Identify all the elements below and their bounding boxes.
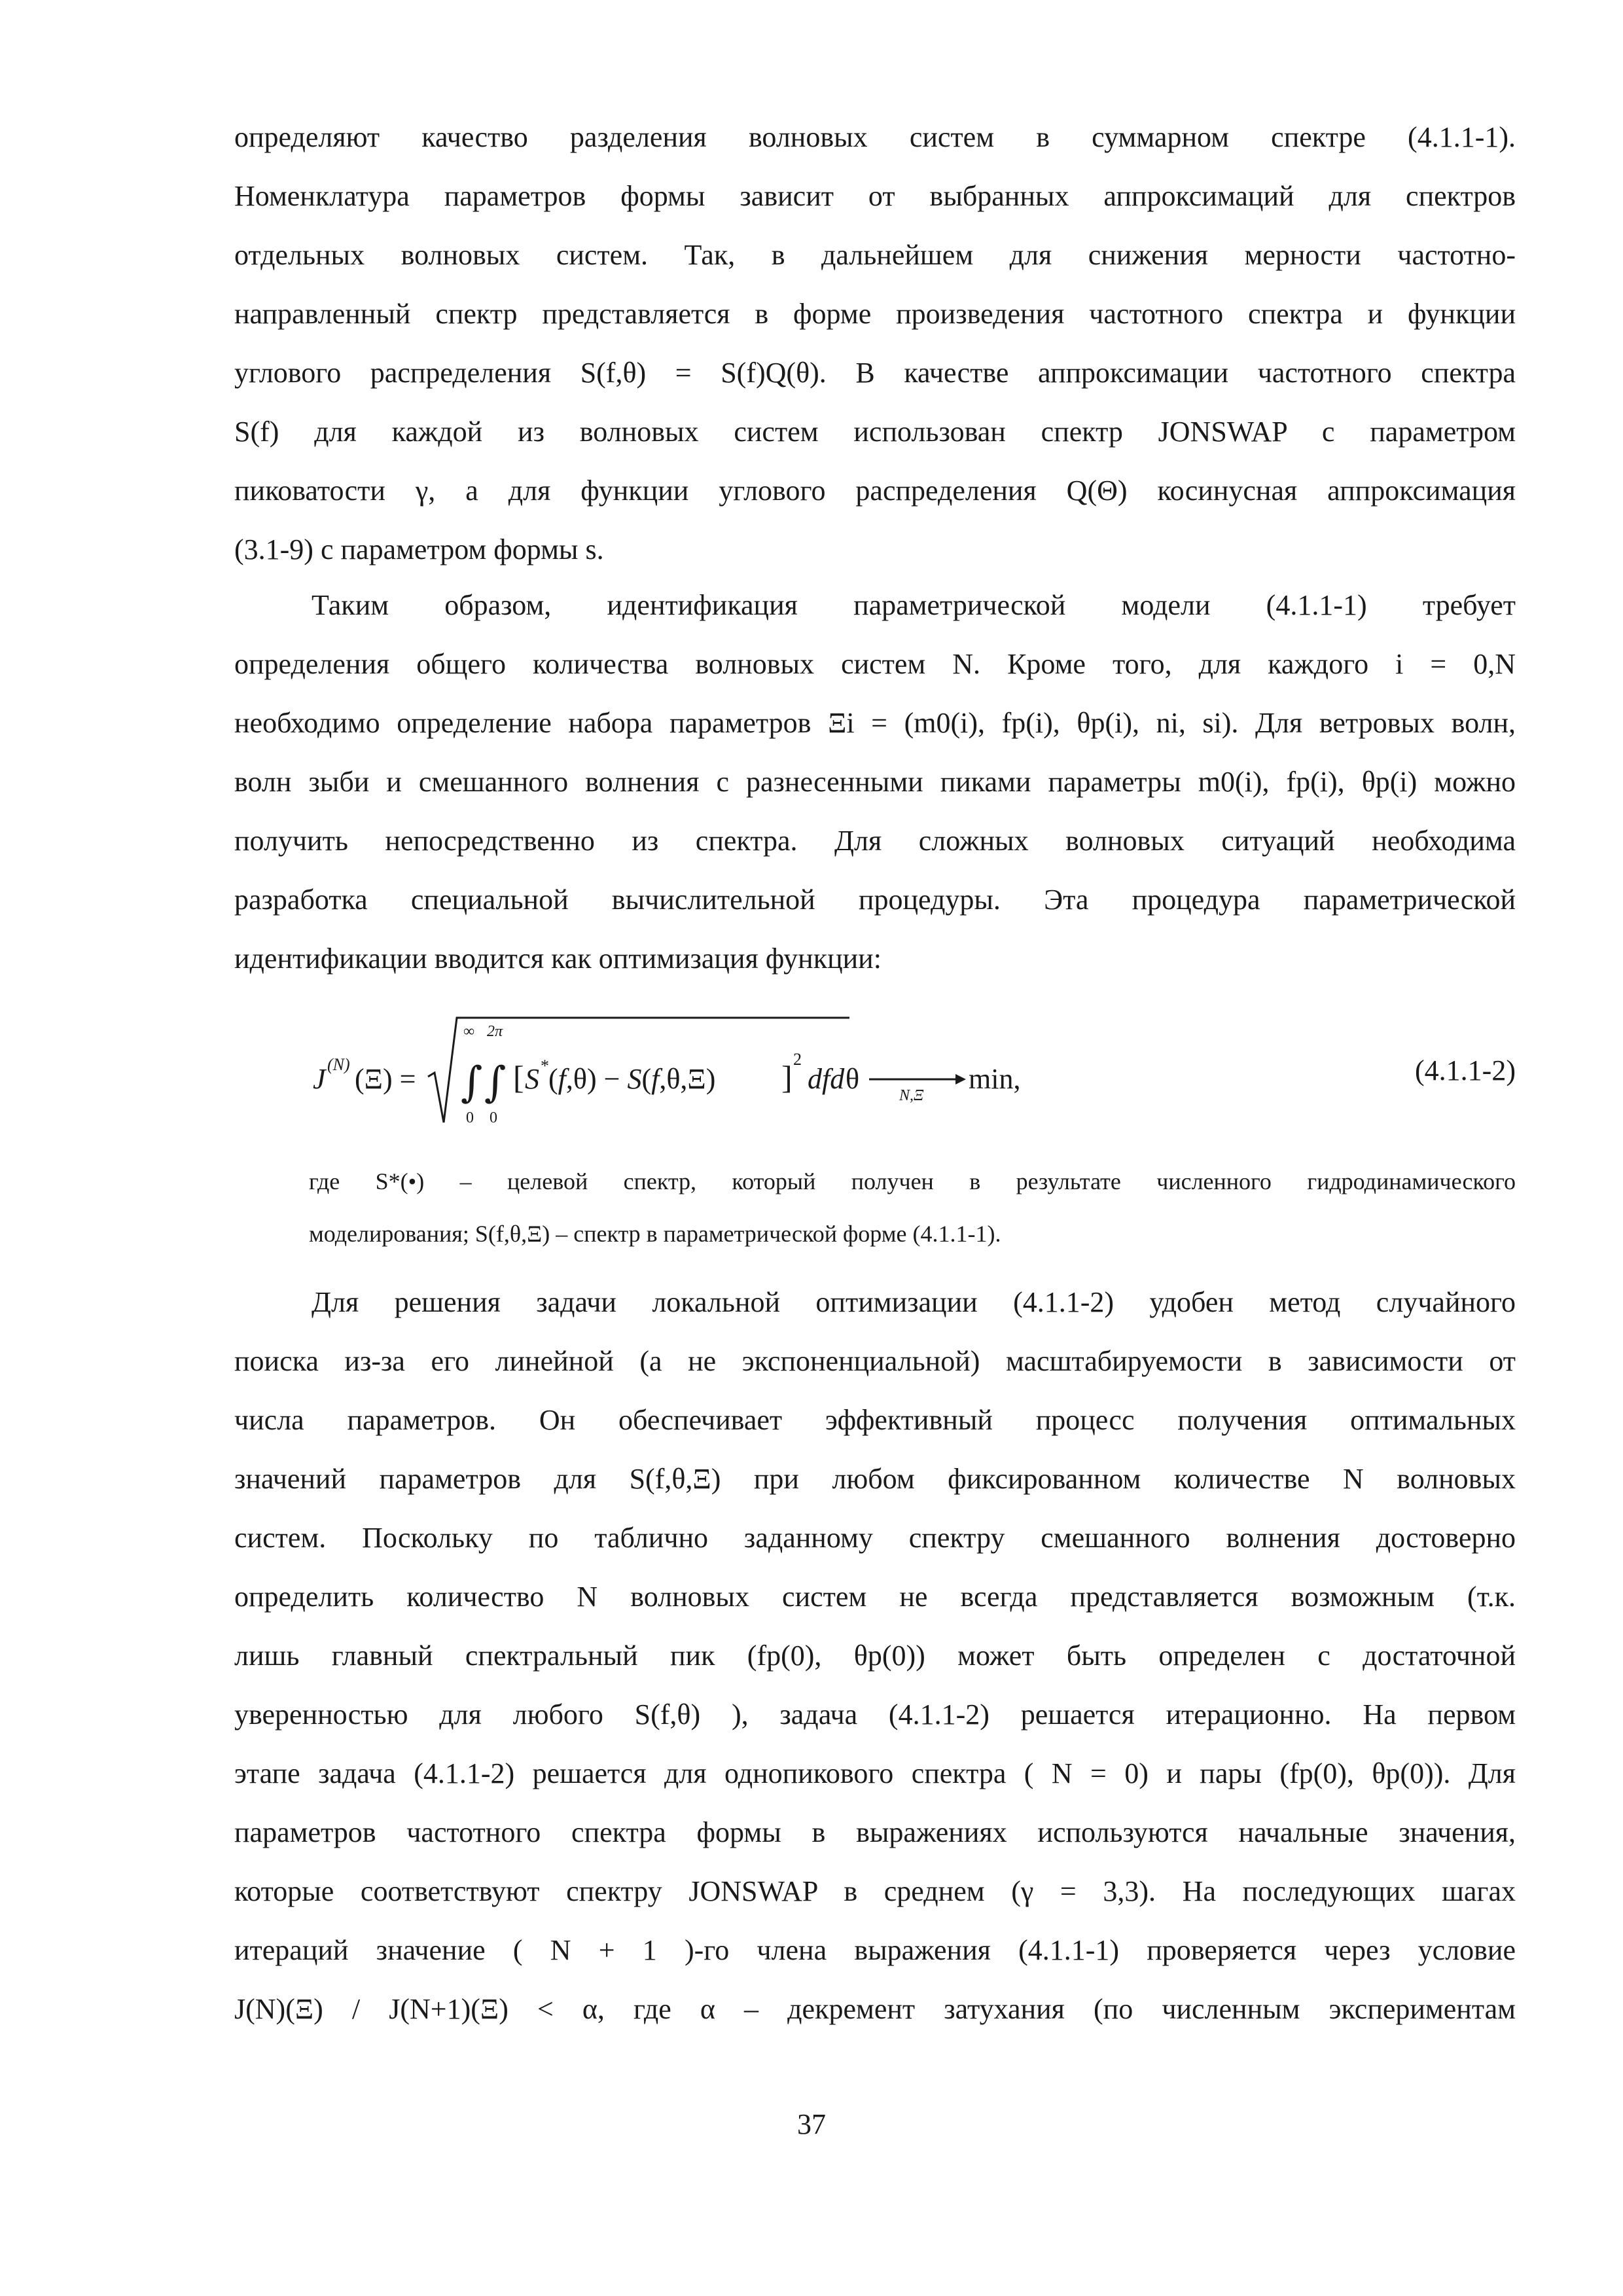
paragraph-1 bbox=[234, 108, 1516, 579]
svg-text:0: 0 bbox=[490, 1109, 497, 1126]
text-line: Номенклатура параметров формы зависит от выбранных аппроксимаций для спектров bbox=[234, 180, 1516, 212]
svg-text:θ: θ bbox=[846, 1063, 860, 1095]
text-line: итераций значение ( N + 1 )-го члена выражения (4.1.1-1) проверяется через условие bbox=[234, 1934, 1516, 1966]
svg-text:∫: ∫ bbox=[461, 1058, 483, 1107]
paragraph-3 bbox=[234, 1273, 1516, 2039]
svg-text:min,: min, bbox=[969, 1063, 1021, 1095]
text-line: параметров частотного спектра формы в выражениях используются начальные значения, bbox=[234, 1816, 1516, 1848]
text-line: отдельных волновых систем. Так, в дальнейшем для снижения мерности частотно- bbox=[234, 239, 1516, 271]
svg-text:*: * bbox=[541, 1056, 549, 1075]
text-line: систем. Поскольку по таблично заданному спектру смешанного волнения достоверно bbox=[234, 1522, 1516, 1554]
text-line: уверенностью для любого S(f,θ) ), задача (4.1.1-2) решается итерационно. На первом bbox=[234, 1698, 1516, 1731]
paragraph-2 bbox=[234, 576, 1516, 988]
svg-text:(f,θ) − S(f,θ,Ξ): (f,θ) − S(f,θ,Ξ) bbox=[548, 1063, 716, 1095]
text-line: углового распределения S(f,θ) = S(f)Q(θ). В качестве аппроксимации частотного спектра bbox=[234, 357, 1516, 389]
svg-text:2: 2 bbox=[793, 1050, 802, 1069]
svg-text:N,Ξ: N,Ξ bbox=[899, 1087, 924, 1104]
page-number: 37 bbox=[797, 2108, 826, 2140]
svg-text:[: [ bbox=[513, 1059, 524, 1096]
text-line: лишь главный спектральный пик (fp(0), θp(0)) может быть определен с достаточной bbox=[234, 1640, 1516, 1672]
text-line: определяют качество разделения волновых систем в суммарном спектре (4.1.1-1). bbox=[234, 121, 1516, 153]
text-line: волн зыби и смешанного волнения с разнесенными пиками параметры m0(i), fp(i), θp(i) можно bbox=[234, 766, 1516, 798]
svg-text:]: ] bbox=[781, 1059, 793, 1096]
svg-text:∫: ∫ bbox=[484, 1058, 507, 1107]
text-line: (3.1-9) с параметром формы s. bbox=[234, 533, 604, 565]
text-line: значений параметров для S(f,θ,Ξ) при любом фиксированном количестве N волновых bbox=[234, 1463, 1516, 1495]
svg-text:J: J bbox=[313, 1063, 326, 1095]
text-line: Для решения задачи локальной оптимизации (4.1.1-2) удобен метод случайного bbox=[312, 1286, 1516, 1318]
svg-text:dfd: dfd bbox=[808, 1063, 845, 1095]
svg-text:(N): (N) bbox=[327, 1055, 350, 1074]
text-line: S(f) для каждой из волновых систем использован спектр JONSWAP с параметром bbox=[234, 416, 1516, 448]
text-line: пиковатости γ, а для функции углового распределения Q(Θ) косинусная аппроксимация bbox=[234, 475, 1516, 507]
text-line: поиска из-за его линейной (а не экспоненциальной) масштабируемости в зависимости от bbox=[234, 1345, 1516, 1377]
text-line: получить непосредственно из спектра. Для сложных волновых ситуаций необходима bbox=[234, 825, 1516, 857]
text-line: которые соответствуют спектру JONSWAP в среднем (γ = 3,3). На последующих шагах bbox=[234, 1875, 1516, 1907]
svg-text:∞: ∞ bbox=[463, 1023, 475, 1040]
text-line: этапе задача (4.1.1-2) решается для однопикового спектра ( N = 0) и пары (fp(0), θp(0)). Для bbox=[234, 1757, 1516, 1789]
svg-text:0: 0 bbox=[466, 1109, 474, 1126]
text-line: определить количество N волновых систем не всегда представляется возможным (т.к. bbox=[234, 1581, 1516, 1613]
note-line: где S*(•) – целевой спектр, который получен в результате численного гидродинамического bbox=[309, 1168, 1516, 1194]
text-line: числа параметров. Он обеспечивает эффективный процесс получения оптимальных bbox=[234, 1404, 1516, 1436]
text-line: необходимо определение набора параметров Ξi = (m0(i), fp(i), θp(i), ni, si). Для ветровых волн, bbox=[234, 707, 1516, 739]
equation-number: (4.1.1-2) bbox=[1415, 1054, 1516, 1086]
equation-4-1-1-2 bbox=[313, 1005, 1516, 1142]
svg-text:(Ξ) =: (Ξ) = bbox=[355, 1063, 416, 1095]
integral-formula-graphic bbox=[313, 1005, 1033, 1142]
formula-note bbox=[309, 1155, 1516, 1260]
svg-text:2π: 2π bbox=[487, 1023, 503, 1040]
text-line: разработка специальной вычислительной процедуры. Эта процедура параметрической bbox=[234, 884, 1516, 916]
text-line: Таким образом, идентификация параметрической модели (4.1.1-1) требует bbox=[312, 589, 1516, 621]
text-line: J(N)(Ξ) / J(N+1)(Ξ) < α, где α – декремент затухания (по численным экспериментам bbox=[234, 1993, 1516, 2025]
text-line: определения общего количества волновых систем N. Кроме того, для каждого i = 0,N bbox=[234, 648, 1516, 680]
svg-text:S: S bbox=[525, 1063, 539, 1095]
text-line: идентификации вводится как оптимизация функции: bbox=[234, 942, 882, 975]
text-line: направленный спектр представляется в форме произведения частотного спектра и функции bbox=[234, 298, 1516, 330]
note-line: моделирования; S(f,θ,Ξ) – спектр в параметрической форме (4.1.1-1). bbox=[309, 1221, 1001, 1247]
